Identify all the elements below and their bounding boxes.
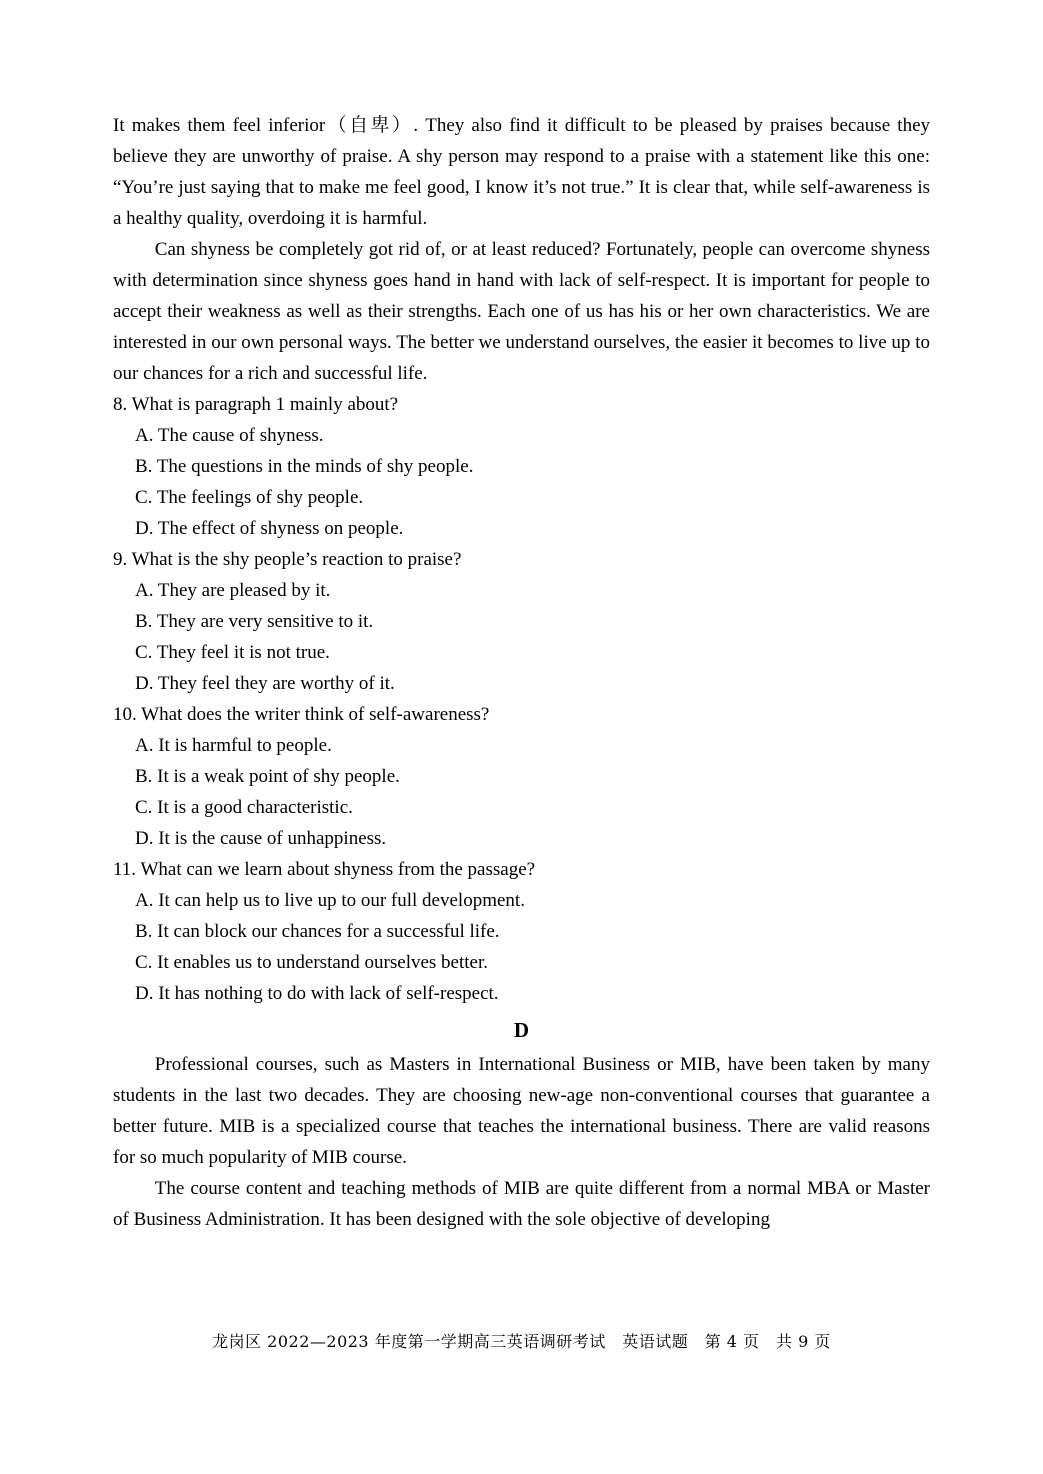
option-d: D. It is the cause of unhappiness. (135, 828, 387, 849)
option-b: B. It can block our chances for a successful life. (135, 921, 500, 942)
question-stem: 11. What can we learn about shyness from the passage? (113, 859, 536, 880)
option-a: A. It can help us to live up to our full development. (135, 890, 525, 911)
passage-c-paragraph-2: Can shyness be completely got rid of, or at least reduced? Fortunately, people can overcome shyness with determination since shyness goes hand in hand with lack of self-respect. It is important for people to accept their weakness as well as their strengths. Each one of us has his or her own characteristics. We are interested in our own personal ways. The better we understand ourselves, the easier it becomes to live up to our chances for a rich and successful life. (113, 239, 930, 384)
option-a: A. The cause of shyness. (135, 425, 324, 446)
option-c: C. They feel it is not true. (135, 642, 330, 663)
page-content (113, 110, 930, 1235)
option-a: A. They are pleased by it. (135, 580, 331, 601)
passage-c-paragraph-1: It makes them feel inferior（自卑）. They also find it difficult to be pleased by praises because they believe they are unworthy of praise. A shy person may respond to a praise with a statement like this one: “You’re just saying that to make me feel good, I know it’s not true.” It is clear that, while self-awareness is a healthy quality, overdoing it is harmful. (113, 115, 930, 229)
option-d: D. They feel they are worthy of it. (135, 673, 395, 694)
passage-d-paragraph-2: The course content and teaching methods of MIB are quite different from a normal MBA or Master of Business Administration. It has been designed with the sole objective of developing (113, 1178, 930, 1230)
question-stem: 8. What is paragraph 1 mainly about? (113, 394, 399, 415)
option-b: B. It is a weak point of shy people. (135, 766, 400, 787)
question-8 (113, 389, 930, 544)
question-9 (113, 544, 930, 699)
question-11 (113, 854, 930, 1009)
option-d: D. It has nothing to do with lack of self-respect. (135, 983, 499, 1004)
option-c: C. The feelings of shy people. (135, 487, 364, 508)
section-d-heading: D (513, 1018, 530, 1042)
question-10 (113, 699, 930, 854)
option-c: C. It is a good characteristic. (135, 797, 353, 818)
option-b: B. They are very sensitive to it. (135, 611, 374, 632)
option-c: C. It enables us to understand ourselves better. (135, 952, 489, 973)
passage-d-paragraph-1: Professional courses, such as Masters in International Business or MIB, have been taken by many students in the last two decades. They are choosing new-age non-conventional courses that guarantee a better future. MIB is a specialized course that teaches the international business. There are valid reasons for so much popularity of MIB course. (113, 1054, 930, 1168)
option-d: D. The effect of shyness on people. (135, 518, 404, 539)
page-footer: 龙岗区 2022—2023 年度第一学期高三英语调研考试 英语试题 第 4 页 共 9 页 (212, 1332, 831, 1351)
option-b: B. The questions in the minds of shy people. (135, 456, 474, 477)
question-stem: 9. What is the shy people’s reaction to praise? (113, 549, 462, 570)
question-stem: 10. What does the writer think of self-awareness? (113, 704, 490, 725)
option-a: A. It is harmful to people. (135, 735, 332, 756)
